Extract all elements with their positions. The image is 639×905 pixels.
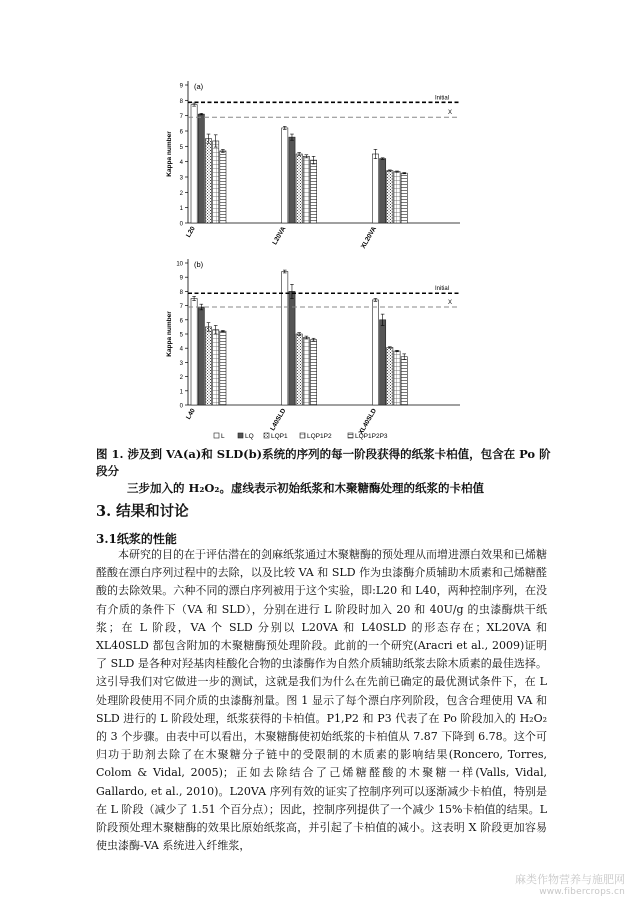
bar-L40-LQP1: [205, 327, 211, 405]
y-tick-label: 8: [179, 98, 183, 105]
legend-label-LQP1P2: LQP1P2: [307, 433, 332, 440]
y-axis-label: Kappa number: [166, 311, 173, 357]
bar-L40-LQ: [198, 307, 204, 405]
y-tick-label: 4: [179, 160, 183, 167]
bar-L20VA-LQ: [289, 137, 295, 223]
legend-swatch-L: [214, 433, 219, 438]
bar-XL40SLD-L: [372, 300, 378, 405]
bar-XL20VA-LQP1P2P3: [401, 173, 407, 223]
category-label-L40SLD: L40SLD: [269, 407, 288, 432]
figure-panel-a-chart: [0, 72, 639, 262]
bar-L40-LQP1P2P3: [220, 331, 226, 405]
y-tick-label: 6: [179, 318, 183, 325]
reference-label-x: X: [447, 300, 453, 307]
body-paragraph: 本研究的目的在于评估潜在的剑麻纸浆通过木聚糖酶的预处理从而增进漂白效果和已烯糖醛酸在漂白序列过程中的去除，以及比较 VA 和 SLD 作为虫漆酶介质辅助木质素和己烯糖醛酸的去除效果。六种不同的漂白序列被用于这个实验，即:L20 和 L40，两种控制序列，在没有介质的条件下（VA 和 SLD），分别在进行 L 阶段时加入 20 和 40U/g 的虫漆酶烘干纸浆；在 L 阶段，VA 个 SLD 分别以 L20VA 和 L40SLD 的形态存在；XL20VA 和 XL40SLD 都包含附加的木聚糖酶预处理阶段。此前的一个研究(Aracri et al., 2009)证明了 SLD 是各种对羟基肉桂酸化合物的虫漆酶作为自然介质辅助纸浆去除木质素的最佳选择。这引导我们对它做进一步的测试，这就是我们为什么在先前已确定的最优测试条件下，在 L 处理阶段使用不同介质的虫漆酶剂量。图 1 显示了每个漂白序列阶段，包含合理使用 VA 和 SLD 进行的 L 阶段处理，纸浆获得的卡柏值。P1,P2 和 P3 代表了在 Po 阶段加入的 H₂O₂ 的 3 个步骤。由表中可以看出，木聚糖酶使初始纸浆的卡柏值从 7.87 下降到 6.78。这个可归功于助剂去除了在木聚糖分子链中的受限制的木质素的影响结果(Roncero, Torres, Colom & Vidal, 2005)；正如去除结合了己烯糖醛酸的木聚糖一样(Valls, Vidal, Gallardo, et al., 2010)。L20VA 序列有效的证实了控制序列可以逐渐减少卡柏值，特别是在 L 阶段（减少了 1.51 个百分点）；因此，控制序列提供了一个减少 15%卡柏值的结果。L 阶段预处理木聚糖酶的效果比原始纸浆高，并引起了卡柏值的减小。这表明 X 阶段更加容易使虫漆酶-VA 系统进入纤维浆，: [96, 548, 547, 853]
legend-swatch-LQ: [238, 433, 243, 438]
panel-label: (b): [194, 260, 204, 269]
bar-L40-LQP1P2: [213, 330, 219, 405]
y-tick-label: 7: [179, 114, 183, 121]
bar-XL20VA-LQP1P2: [394, 172, 400, 223]
y-tick-label: 6: [179, 129, 183, 136]
y-tick-label: 9: [179, 83, 183, 90]
figure-panel-b-chart: [0, 250, 639, 455]
figure-caption-line2: 三步加入的 H₂O₂。虚线表示初始纸浆和木聚糖酶处理的纸浆的卡柏值: [127, 481, 484, 495]
category-label-XL20VA: XL20VA: [359, 225, 379, 250]
legend-swatch-LQP1P2: [300, 433, 305, 438]
figure-caption: [96, 446, 558, 497]
bar-XL40SLD-LQ: [380, 320, 386, 405]
y-tick-label: 2: [179, 375, 183, 382]
y-tick-label: 3: [179, 360, 183, 367]
legend-label-LQP1: LQP1: [271, 433, 288, 440]
bar-L20VA-LQP1: [296, 154, 302, 223]
bar-L40-L: [191, 299, 197, 406]
category-label-L20VA: L20VA: [271, 225, 288, 247]
bar-L40SLD-LQ: [289, 291, 295, 405]
legend-swatch-LQP1: [264, 433, 269, 438]
bar-XL20VA-L: [372, 154, 378, 223]
reference-label-initial: Initial: [434, 286, 450, 293]
bar-L20-LQP1: [205, 139, 211, 223]
y-tick-label: 0: [179, 221, 183, 228]
y-tick-label: 10: [176, 261, 183, 268]
bar-L40SLD-LQP1P2P3: [310, 340, 316, 405]
category-label-XL40SLD: XL40SLD: [357, 407, 379, 436]
legend-label-L: L: [221, 433, 225, 440]
y-axis-label: Kappa number: [166, 131, 173, 177]
reference-label-x: X: [447, 110, 453, 117]
bar-XL40SLD-LQP1P2P3: [401, 357, 407, 405]
y-tick-label: 1: [179, 206, 183, 213]
y-tick-label: 9: [179, 275, 183, 282]
bar-L40SLD-LQP1: [296, 334, 302, 405]
subsection-heading: 3.1纸浆的性能: [96, 532, 177, 546]
bar-XL40SLD-LQP1P2: [394, 351, 400, 405]
legend-swatch-LQP1P2P3: [348, 433, 353, 438]
category-label-L40: L40: [185, 407, 197, 421]
y-tick-label: 3: [179, 175, 183, 182]
figure-caption-line1: 图 1. 涉及到 VA(a)和 SLD(b)系统的序列的每一阶段获得的纸浆卡柏值，包含在 Po 阶段分: [96, 447, 551, 478]
y-tick-label: 7: [179, 304, 183, 311]
y-tick-label: 4: [179, 346, 183, 353]
bar-L20-LQ: [198, 114, 204, 223]
y-tick-label: 0: [179, 403, 183, 410]
bar-L20VA-LQP1P2P3: [310, 160, 316, 223]
bar-XL20VA-LQP1: [387, 171, 393, 223]
bar-L40SLD-L: [282, 272, 288, 405]
y-tick-label: 2: [179, 190, 183, 197]
watermark-url: www.fibercrops.cn: [539, 887, 625, 897]
bar-L40SLD-LQP1P2: [303, 338, 309, 405]
watermark: [515, 873, 625, 899]
watermark-name: 麻类作物营养与施肥网: [515, 873, 625, 886]
bar-XL20VA-LQ: [380, 159, 386, 223]
category-label-L20: L20: [185, 225, 197, 239]
y-tick-label: 1: [179, 389, 183, 396]
bar-L20-LQP1P2P3: [220, 151, 226, 223]
panel-label: (a): [194, 82, 204, 91]
bar-L20-LQP1P2: [213, 141, 219, 223]
bar-L20VA-LQP1P2: [303, 156, 309, 223]
bar-L20-L: [191, 105, 197, 223]
legend-label-LQP1P2P3: LQP1P2P3: [355, 433, 388, 440]
legend-label-LQ: LQ: [245, 433, 254, 440]
bar-L20VA-L: [282, 128, 288, 223]
section-heading: 3. 结果和讨论: [96, 503, 189, 520]
reference-label-initial: Initial: [434, 95, 450, 102]
y-tick-label: 8: [179, 289, 183, 296]
y-tick-label: 5: [179, 144, 183, 151]
bar-XL40SLD-LQP1: [387, 347, 393, 405]
y-tick-label: 5: [179, 332, 183, 339]
